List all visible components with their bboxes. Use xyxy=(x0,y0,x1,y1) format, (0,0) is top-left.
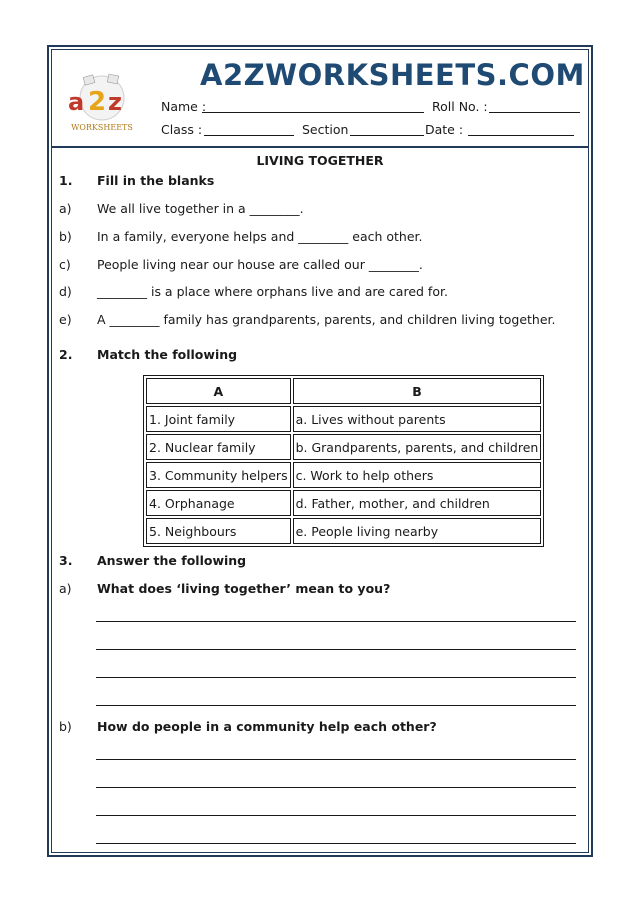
answer-line xyxy=(96,843,576,844)
table-row xyxy=(146,462,541,488)
section2-heading: Match the following xyxy=(97,347,238,362)
column-a-cell: 1. Joint family xyxy=(146,406,291,432)
column-b-cell: a. Lives without parents xyxy=(293,406,542,432)
blank-question: A ________ family has grandparents, parents, and children living together. xyxy=(97,312,556,327)
answer-line xyxy=(96,677,576,678)
column-a-cell: 4. Orphanage xyxy=(146,490,291,516)
answer-line xyxy=(96,705,576,706)
section-field-line xyxy=(350,135,424,136)
name-field-line xyxy=(202,112,424,113)
table-row xyxy=(146,490,541,516)
item-label: d) xyxy=(59,284,72,299)
column-b-cell: e. People living nearby xyxy=(293,518,542,544)
answer-line xyxy=(96,621,576,622)
answer-question: What does ‘living together’ mean to you? xyxy=(97,581,391,596)
section2-number: 2. xyxy=(59,347,73,362)
date-label: Date : xyxy=(425,122,464,137)
question-label: b) xyxy=(59,719,72,734)
item-label: b) xyxy=(59,229,72,244)
column-a-cell: 5. Neighbours xyxy=(146,518,291,544)
roll-label: Roll No. : xyxy=(432,99,488,114)
column-a-header: A xyxy=(146,378,291,404)
site-title: A2ZWORKSHEETS.COM xyxy=(200,58,585,92)
column-b-cell: d. Father, mother, and children xyxy=(293,490,542,516)
worksheet-title: LIVING TOGETHER xyxy=(256,153,384,168)
svg-text:z: z xyxy=(108,88,122,116)
class-label: Class : xyxy=(161,122,203,137)
blank-question: ________ is a place where orphans live and are cared for. xyxy=(97,284,448,299)
section-label: Section xyxy=(302,122,349,137)
section1-heading: Fill in the blanks xyxy=(97,173,215,188)
item-label: c) xyxy=(59,257,71,272)
answer-line xyxy=(96,787,576,788)
roll-field-line xyxy=(489,112,580,113)
table-row xyxy=(146,434,541,460)
question-label: a) xyxy=(59,581,72,596)
column-b-header: B xyxy=(293,378,542,404)
logo-text: WORKSHEETS xyxy=(71,123,133,132)
item-label: e) xyxy=(59,312,72,327)
table-row xyxy=(146,518,541,544)
match-table xyxy=(143,375,544,547)
column-a-cell: 2. Nuclear family xyxy=(146,434,291,460)
column-b-cell: b. Grandparents, parents, and children xyxy=(293,434,542,460)
section1-number: 1. xyxy=(59,173,73,188)
blank-question: People living near our house are called our ________. xyxy=(97,257,423,272)
column-b-cell: c. Work to help others xyxy=(293,462,542,488)
answer-line xyxy=(96,759,576,760)
section3-heading: Answer the following xyxy=(97,553,247,568)
table-row xyxy=(146,406,541,432)
class-field-line xyxy=(204,135,294,136)
blank-question: We all live together in a ________. xyxy=(97,201,304,216)
name-label: Name : xyxy=(161,99,207,114)
blank-question: In a family, everyone helps and ________ each other. xyxy=(97,229,423,244)
date-field-line xyxy=(468,135,574,136)
answer-question: How do people in a community help each other? xyxy=(97,719,437,734)
table-header-row xyxy=(146,378,541,404)
answer-line xyxy=(96,649,576,650)
header-divider xyxy=(51,146,589,148)
a2z-logo xyxy=(62,72,142,134)
svg-text:2: 2 xyxy=(88,87,107,117)
svg-text:a: a xyxy=(68,88,85,116)
item-label: a) xyxy=(59,201,72,216)
answer-line xyxy=(96,815,576,816)
column-a-cell: 3. Community helpers xyxy=(146,462,291,488)
section3-number: 3. xyxy=(59,553,73,568)
